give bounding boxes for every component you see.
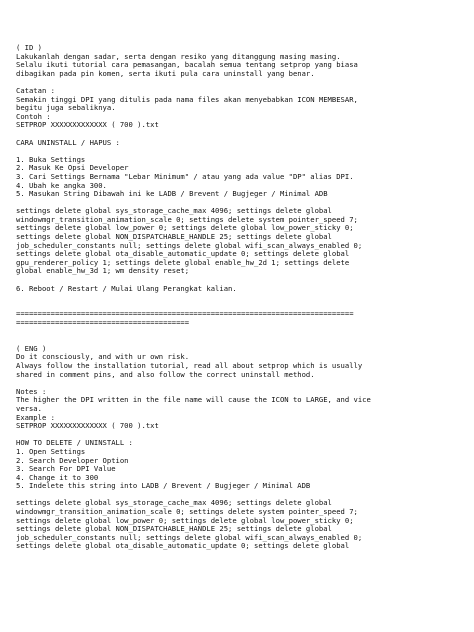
command-line: job_scheduler_constants null; settings delete global wifi_scan_always_enabled 0; bbox=[16, 240, 363, 250]
id-intro-line: Selalu ikuti tutorial cara pemasangan, bacalah semua tentang setprop yang biasa bbox=[16, 60, 358, 70]
contoh-label: Contoh : bbox=[16, 111, 51, 121]
command-line: settings delete global NON_DISPATCHABLE_HANDLE 25; settings delete global bbox=[16, 232, 332, 242]
command-line: settings delete global ota_disable_automatic_update 0; settings delete global bbox=[16, 541, 350, 551]
separator-line: ======================================== bbox=[16, 318, 190, 327]
command-line: settings delete global low_power 0; settings delete global low_power_sticky 0; bbox=[16, 223, 354, 233]
uninstall-step: 4. Ubah ke angka 300. bbox=[16, 180, 107, 190]
command-line: windowmgr_transition_animation_scale 0; settings delete system pointer_speed 7; bbox=[16, 214, 358, 224]
command-line: settings delete global ota_disable_automatic_update 0; settings delete global bbox=[16, 249, 350, 259]
id-section-header: ( ID ) bbox=[16, 43, 42, 52]
command-line: global enable_hw_3d 1; wm density reset; bbox=[16, 266, 190, 276]
notes-line: versa. bbox=[16, 403, 42, 413]
command-line: settings delete global NON_DISPATCHABLE_HANDLE 25; settings delete global bbox=[16, 524, 332, 534]
contoh-value: SETPROP XXXXXXXXXXXXX ( 700 ).txt bbox=[16, 120, 159, 130]
catatan-label: Catatan : bbox=[16, 85, 55, 95]
delete-step: 4. Change it to 300 bbox=[16, 472, 99, 482]
command-line: settings delete global sys_storage_cache_max 4096; settings delete global bbox=[16, 498, 332, 508]
separator-line: ============================================================================== bbox=[16, 310, 354, 319]
eng-intro-line: Do it consciously, and with ur own risk. bbox=[16, 352, 190, 362]
notes-line: The higher the DPI written in the file name will cause the ICON to LARGE, and vice bbox=[16, 395, 371, 405]
delete-step: 1. Open Settings bbox=[16, 446, 86, 456]
command-line: gpu_renderer_policy 1; settings delete global enable_hw_2d 1; settings delete bbox=[16, 257, 350, 267]
eng-intro-line: shared in comment pins, and also follow the correct uninstall method. bbox=[16, 369, 315, 379]
uninstall-step: 5. Masukan String Dibawah ini ke LADB / Brevent / Bugjeger / Minimal ADB bbox=[16, 189, 328, 199]
uninstall-step: 2. Masuk Ke Opsi Developer bbox=[16, 163, 129, 173]
uninstall-step: 3. Cari Settings Bernama "Lebar Minimum" / atau yang ada value "DP" alias DPI. bbox=[16, 171, 354, 181]
document-page bbox=[16, 44, 458, 551]
delete-step: 2. Search Developer Option bbox=[16, 455, 129, 465]
example-value: SETPROP XXXXXXXXXXXXX ( 700 ).txt bbox=[16, 421, 159, 431]
final-step: 6. Reboot / Restart / Mulai Ulang Perangkat kalian. bbox=[16, 283, 237, 293]
uninstall-title: CARA UNINSTALL / HAPUS : bbox=[16, 137, 120, 147]
catatan-line: Semakin tinggi DPI yang ditulis pada nama files akan menyebabkan ICON MEMBESAR, bbox=[16, 94, 358, 104]
command-line: windowmgr_transition_animation_scale 0; settings delete system pointer_speed 7; bbox=[16, 507, 358, 517]
delete-step: 5. Indelete this string into LADB / Brevent / Bugjeger / Minimal ADB bbox=[16, 481, 311, 491]
example-label: Example : bbox=[16, 412, 55, 422]
eng-intro-line: Always follow the installation tutorial, read all about setprop which is usually bbox=[16, 360, 363, 370]
delete-title: HOW TO DELETE / UNINSTALL : bbox=[16, 438, 133, 448]
command-line: job_scheduler_constants null; settings delete global wifi_scan_always_enabled 0; bbox=[16, 532, 363, 542]
id-intro-line: dibagikan pada pin komen, serta ikuti pula cara uninstall yang benar. bbox=[16, 68, 315, 78]
eng-section-header: ( ENG ) bbox=[16, 343, 47, 353]
id-intro-line: Lakukanlah dengan sadar, serta dengan resiko yang ditanggung masing masing. bbox=[16, 51, 341, 61]
notes-label: Notes : bbox=[16, 386, 47, 396]
command-line: settings delete global low_power 0; settings delete global low_power_sticky 0; bbox=[16, 515, 354, 525]
command-line: settings delete global sys_storage_cache_max 4096; settings delete global bbox=[16, 206, 332, 216]
catatan-line: begitu juga sebaliknya. bbox=[16, 103, 116, 113]
uninstall-step: 1. Buka Settings bbox=[16, 154, 86, 164]
delete-step: 3. Search For DPI Value bbox=[16, 464, 116, 474]
